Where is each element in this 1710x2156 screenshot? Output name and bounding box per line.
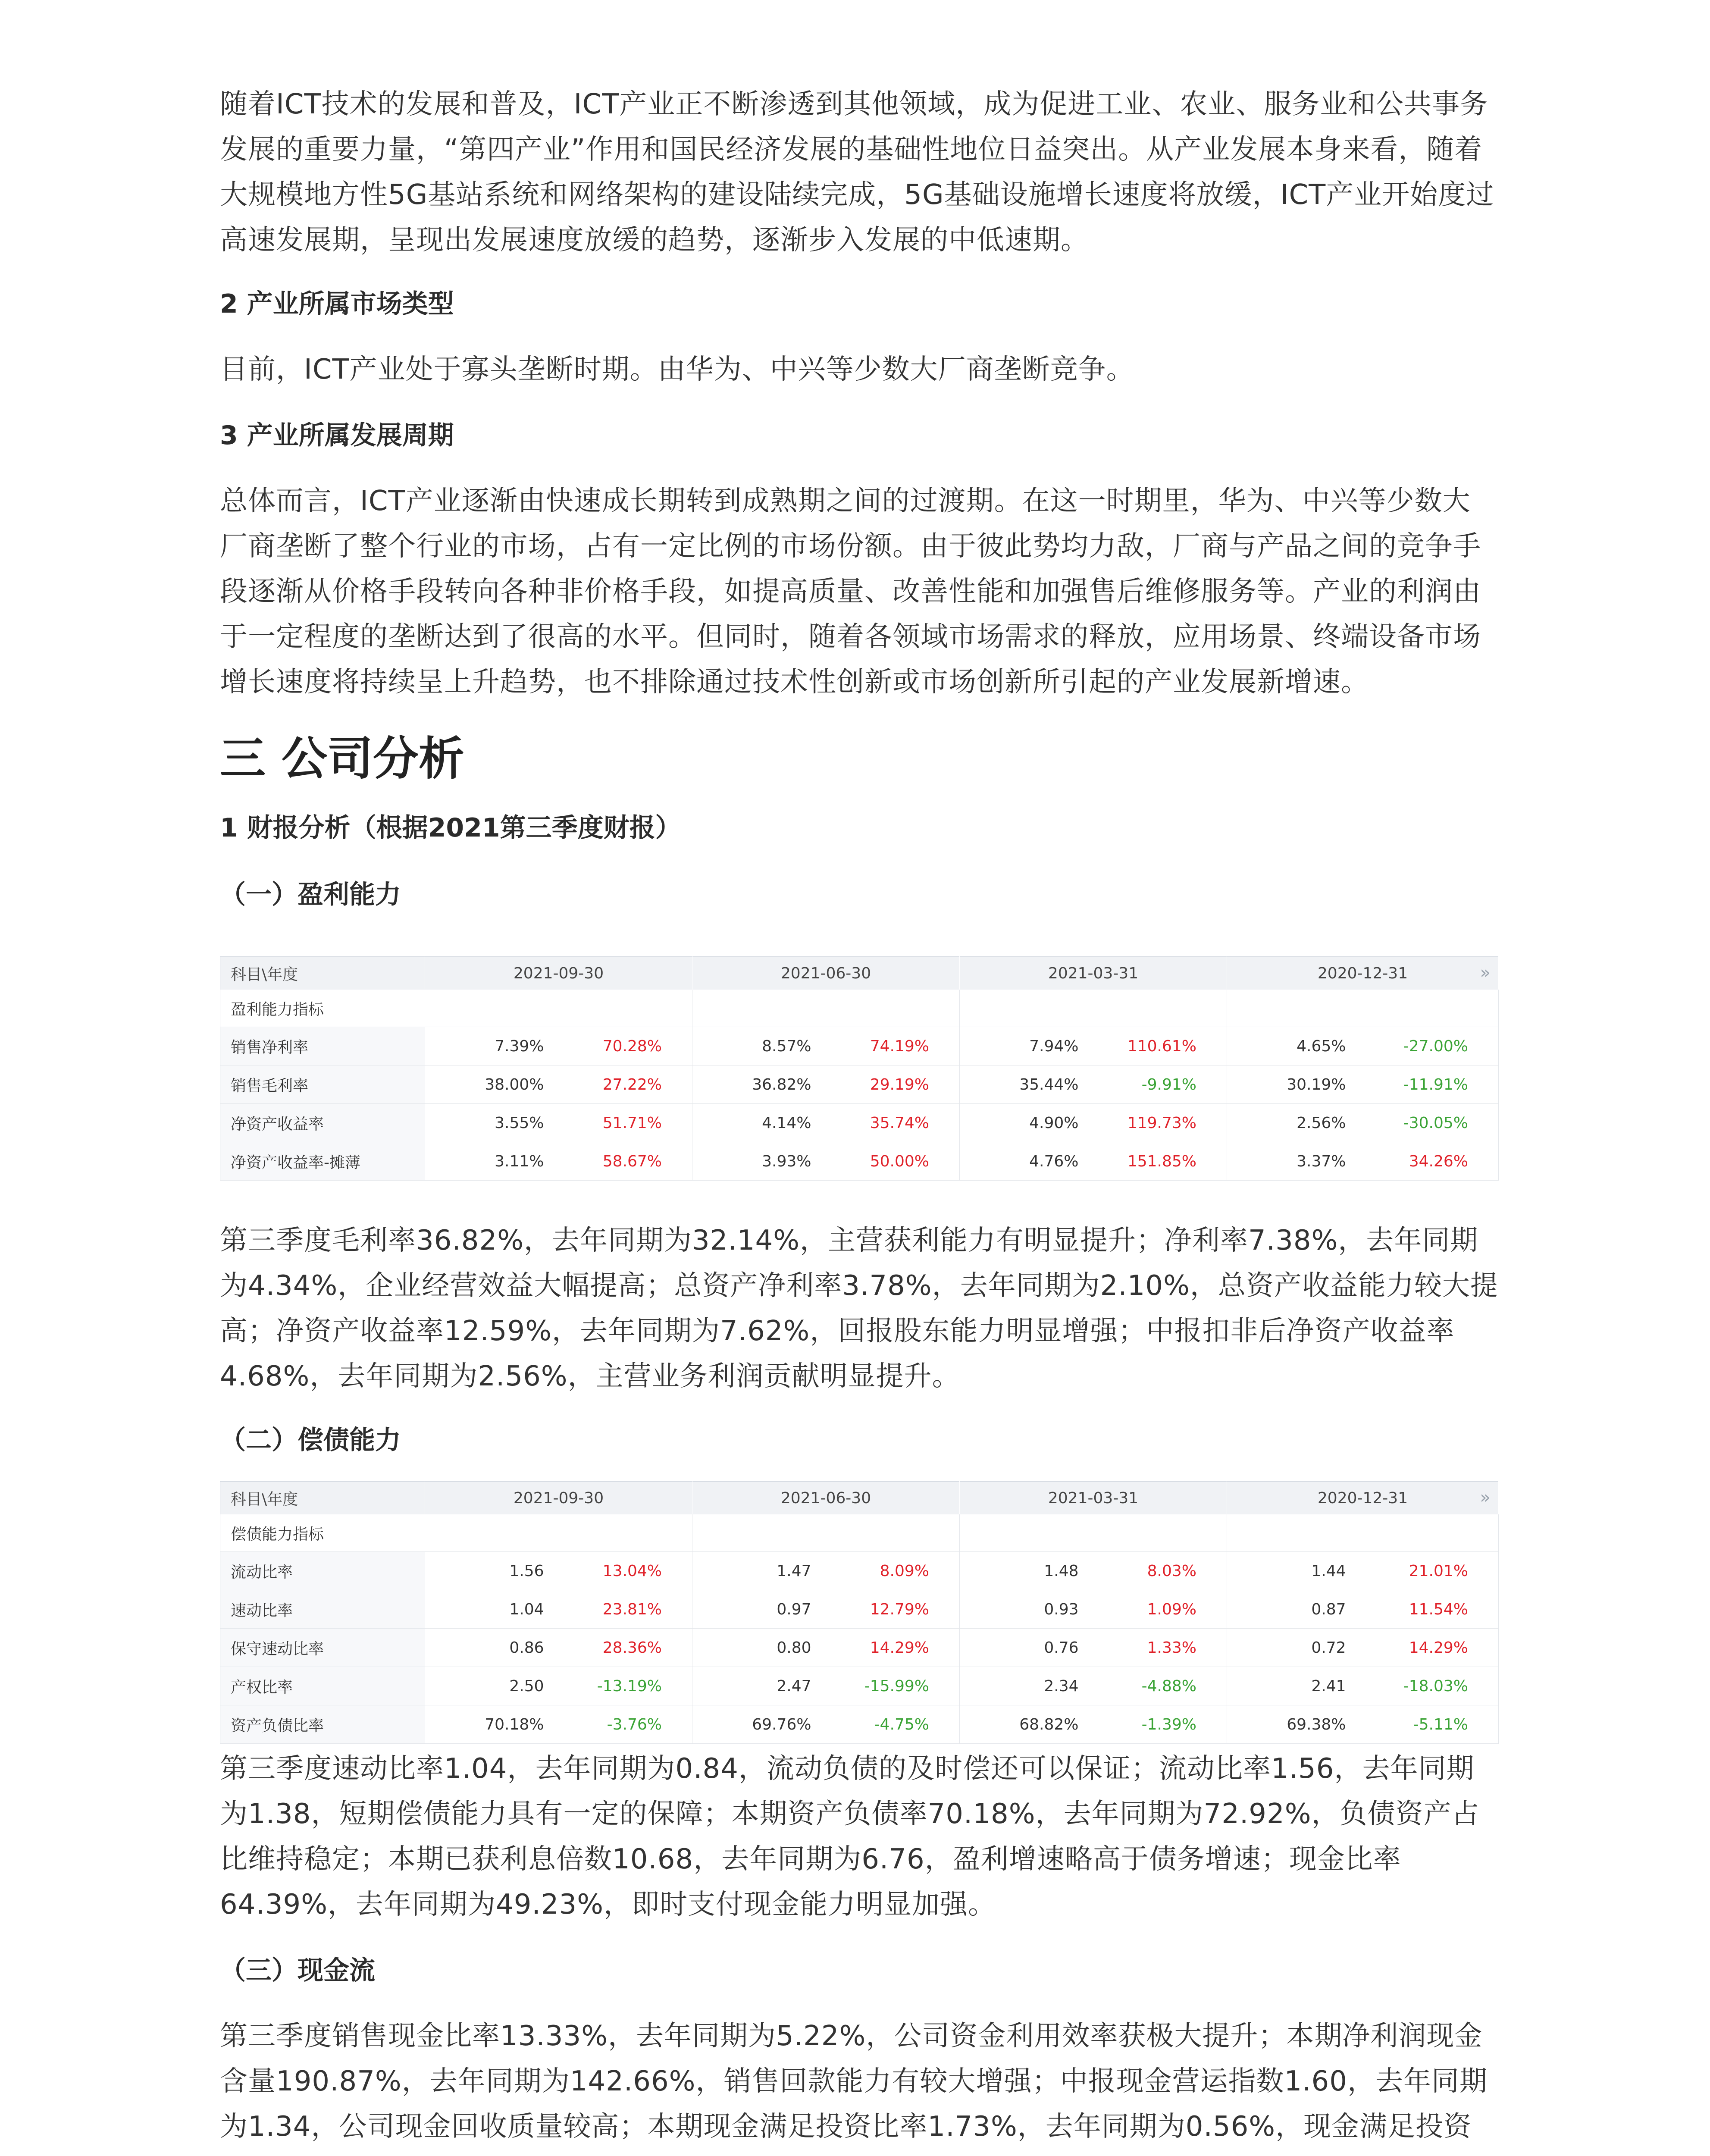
row-label: 净资产收益率 [220, 1104, 425, 1142]
row-label: 净资产收益率-摊薄 [220, 1142, 425, 1181]
metric-value: 1.56 [425, 1552, 550, 1590]
paragraph-development-cycle: 总体而言，ICT产业逐渐由快速成长期转到成熟期之间的过渡期。在这一时期里，华为、中兴等少数大厂商垄断了整个行业的市场，占有一定比例的市场份额。由于彼此势均力敌，厂商与产品之间的竞争手段逐渐从价格手段转向各种非价格手段，如提高质量、改善性能和加强售后维修服务等。产业的利润由于一定程度的垄断达到了很高的水平。但同时，随着各领域市场需求的释放，应用场景、终端设备市场增长速度将持续呈上升趋势，也不排除通过技术性创新或市场创新所引起的产业发展新增速。 [220, 485, 1481, 698]
heading-financial-analysis: 1 财报分析（根据2021第三季度财报） [220, 813, 681, 843]
section-label: 偿债能力指标 [220, 1514, 425, 1552]
metric-value: 36.82% [692, 1065, 817, 1104]
metric-value: 2.47 [692, 1667, 817, 1705]
row-label: 销售净利率 [220, 1027, 425, 1065]
period-header: 2021-09-30 [425, 1482, 692, 1515]
metric-value: 3.37% [1227, 1142, 1352, 1181]
metric-change: 51.71% [550, 1104, 692, 1142]
metric-value: 4.76% [960, 1142, 1085, 1181]
period-header: 2021-06-30 [692, 1482, 960, 1515]
row-label: 产权比率 [220, 1667, 425, 1705]
metric-change: 14.29% [817, 1629, 960, 1667]
metric-value: 4.90% [960, 1104, 1085, 1142]
row-label: 流动比率 [220, 1552, 425, 1590]
paragraph-ict-development: 随着ICT技术的发展和普及，ICT产业正不断渗透到其他领域，成为促进工业、农业、服务业和公共事务发展的重要力量，“第四产业”作用和国民经济发展的基础性地位日益突出。从产业发展本身来看，随着大规模地方性5G基站系统和网络架构的建设陆续完成，5G基础设施增长速度将放缓，ICT产业开始度过高速发展期，呈现出发展速度放缓的趋势，逐渐步入发展的中低速期。 [220, 88, 1494, 256]
metric-change: -3.76% [550, 1705, 692, 1744]
metric-value: 69.38% [1227, 1705, 1352, 1744]
metric-change: -5.11% [1352, 1705, 1499, 1744]
row-label: 速动比率 [220, 1590, 425, 1629]
metric-change: 27.22% [550, 1065, 692, 1104]
heading-market-type: 2 产业所属市场类型 [220, 289, 454, 319]
period-header: 2021-09-30 [425, 957, 692, 990]
metric-change: 23.81% [550, 1590, 692, 1629]
metric-value: 1.48 [960, 1552, 1085, 1590]
metric-change: 151.85% [1085, 1142, 1227, 1181]
metric-value: 30.19% [1227, 1065, 1352, 1104]
period-header: 2021-06-30 [692, 957, 960, 990]
metric-value: 2.41 [1227, 1667, 1352, 1705]
metric-change: -27.00% [1352, 1027, 1499, 1065]
metric-change: -30.05% [1352, 1104, 1499, 1142]
metric-change: 8.03% [1085, 1552, 1227, 1590]
metric-change: -9.91% [1085, 1065, 1227, 1104]
paragraph-cashflow: 第三季度销售现金比率13.33%，去年同期为5.22%，公司资金利用效率获极大提升；本期净利润现金含量190.87%，去年同期为142.66%，销售回款能力有较大增强；中报现金营运指数1.60，去年同期为1.34，公司现金回收质量较高；本期现金满足投资比率1.73%，去年同期为0.56%，现金满足投资 [220, 2020, 1488, 2143]
row-label: 资产负债比率 [220, 1705, 425, 1744]
metric-value: 0.72 [1227, 1629, 1352, 1667]
metric-value: 7.39% [425, 1027, 550, 1065]
period-header [1227, 957, 1499, 990]
heading-solvency: （二）偿债能力 [220, 1425, 401, 1455]
metric-value: 2.34 [960, 1667, 1085, 1705]
metric-value: 0.86 [425, 1629, 550, 1667]
table-row [220, 1590, 1499, 1629]
metric-change: -4.75% [817, 1705, 960, 1744]
metric-change: -18.03% [1352, 1667, 1499, 1705]
metric-value: 0.93 [960, 1590, 1085, 1629]
paragraph-solvency: 第三季度速动比率1.04，去年同期为0.84，流动负债的及时偿还可以保证；流动比率1.56，去年同期为1.38，短期偿债能力具有一定的保障；本期资产负债率70.18%，去年同期为72.92%，负债资产占比维持稳定；本期已获利息倍数10.68，去年同期为6.76，盈利增速略高于债务增速；现金比率64.39%，去年同期为49.23%，即时支付现金能力明显加强。 [220, 1753, 1480, 1921]
metric-change: 21.01% [1352, 1552, 1499, 1590]
heading-profitability: （一）盈利能力 [220, 880, 401, 910]
table-row [220, 1142, 1499, 1181]
article-body [220, 82, 1498, 914]
metric-value: 8.57% [692, 1027, 817, 1065]
profitability-commentary [220, 1218, 1498, 1460]
metric-change: -11.91% [1352, 1065, 1499, 1104]
period-header: 2021-03-31 [960, 957, 1227, 990]
chevron-right-icon[interactable]: » [1480, 1488, 1491, 1507]
metric-value: 4.65% [1227, 1027, 1352, 1065]
metric-value: 3.55% [425, 1104, 550, 1142]
period-header-text: 2020-12-31 [1317, 1489, 1408, 1507]
metric-change: 119.73% [1085, 1104, 1227, 1142]
metric-change: 35.74% [817, 1104, 960, 1142]
metric-change: -13.19% [550, 1667, 692, 1705]
profitability-table [220, 956, 1499, 1181]
table-row [220, 1104, 1499, 1142]
metric-change: 14.29% [1352, 1629, 1499, 1667]
metric-value: 0.80 [692, 1629, 817, 1667]
heading-company-analysis: 三 公司分析 [220, 732, 464, 785]
solvency-table [220, 1481, 1499, 1744]
table-row [220, 1552, 1499, 1590]
solvency-commentary [220, 1746, 1498, 2156]
metric-value: 1.44 [1227, 1552, 1352, 1590]
metric-change: -15.99% [817, 1667, 960, 1705]
row-label: 保守速动比率 [220, 1629, 425, 1667]
table-header-label: 科目\年度 [220, 1482, 425, 1515]
metric-change: -1.39% [1085, 1705, 1227, 1744]
chevron-right-icon[interactable]: » [1480, 963, 1491, 983]
row-label: 销售毛利率 [220, 1065, 425, 1104]
table-row [220, 1705, 1499, 1744]
metric-change: 1.09% [1085, 1590, 1227, 1629]
paragraph-profitability: 第三季度毛利率36.82%，去年同期为32.14%，主营获利能力有明显提升；净利率7.38%，去年同期为4.34%，企业经营效益大幅提高；总资产净利率3.78%，去年同期为2.10%，总资产收益能力较大提高；净资产收益率12.59%，去年同期为7.62%，回报股东能力明显增强；中报扣非后净资产收益率4.68%，去年同期为2.56%，主营业务利润贡献明显提升。 [220, 1225, 1498, 1392]
heading-cashflow: （三）现金流 [220, 1955, 375, 1986]
heading-development-cycle: 3 产业所属发展周期 [220, 420, 454, 451]
metric-change: 110.61% [1085, 1027, 1227, 1065]
table-row [220, 1065, 1499, 1104]
metric-change: 13.04% [550, 1552, 692, 1590]
metric-value: 2.56% [1227, 1104, 1352, 1142]
period-header-text: 2020-12-31 [1317, 964, 1408, 982]
metric-value: 0.87 [1227, 1590, 1352, 1629]
period-header: 2021-03-31 [960, 1482, 1227, 1515]
metric-value: 0.76 [960, 1629, 1085, 1667]
metric-value: 1.04 [425, 1590, 550, 1629]
metric-change: 74.19% [817, 1027, 960, 1065]
metric-value: 38.00% [425, 1065, 550, 1104]
table-row [220, 1629, 1499, 1667]
metric-value: 35.44% [960, 1065, 1085, 1104]
metric-change: -4.88% [1085, 1667, 1227, 1705]
section-label: 盈利能力指标 [220, 990, 425, 1027]
metric-change: 29.19% [817, 1065, 960, 1104]
metric-change: 50.00% [817, 1142, 960, 1181]
metric-value: 70.18% [425, 1705, 550, 1744]
metric-change: 11.54% [1352, 1590, 1499, 1629]
table-row [220, 1027, 1499, 1065]
metric-change: 58.67% [550, 1142, 692, 1181]
metric-change: 34.26% [1352, 1142, 1499, 1181]
period-header [1227, 1482, 1499, 1515]
metric-value: 7.94% [960, 1027, 1085, 1065]
metric-change: 12.79% [817, 1590, 960, 1629]
metric-value: 3.11% [425, 1142, 550, 1181]
table-row [220, 1667, 1499, 1705]
metric-change: 1.33% [1085, 1629, 1227, 1667]
metric-change: 8.09% [817, 1552, 960, 1590]
metric-value: 3.93% [692, 1142, 817, 1181]
metric-change: 28.36% [550, 1629, 692, 1667]
paragraph-market-type: 目前，ICT产业处于寡头垄断时期。由华为、中兴等少数大厂商垄断竞争。 [220, 354, 1134, 385]
metric-value: 69.76% [692, 1705, 817, 1744]
metric-value: 4.14% [692, 1104, 817, 1142]
metric-value: 2.50 [425, 1667, 550, 1705]
metric-value: 68.82% [960, 1705, 1085, 1744]
metric-value: 1.47 [692, 1552, 817, 1590]
table-header-label: 科目\年度 [220, 957, 425, 990]
metric-value: 0.97 [692, 1590, 817, 1629]
metric-change: 70.28% [550, 1027, 692, 1065]
